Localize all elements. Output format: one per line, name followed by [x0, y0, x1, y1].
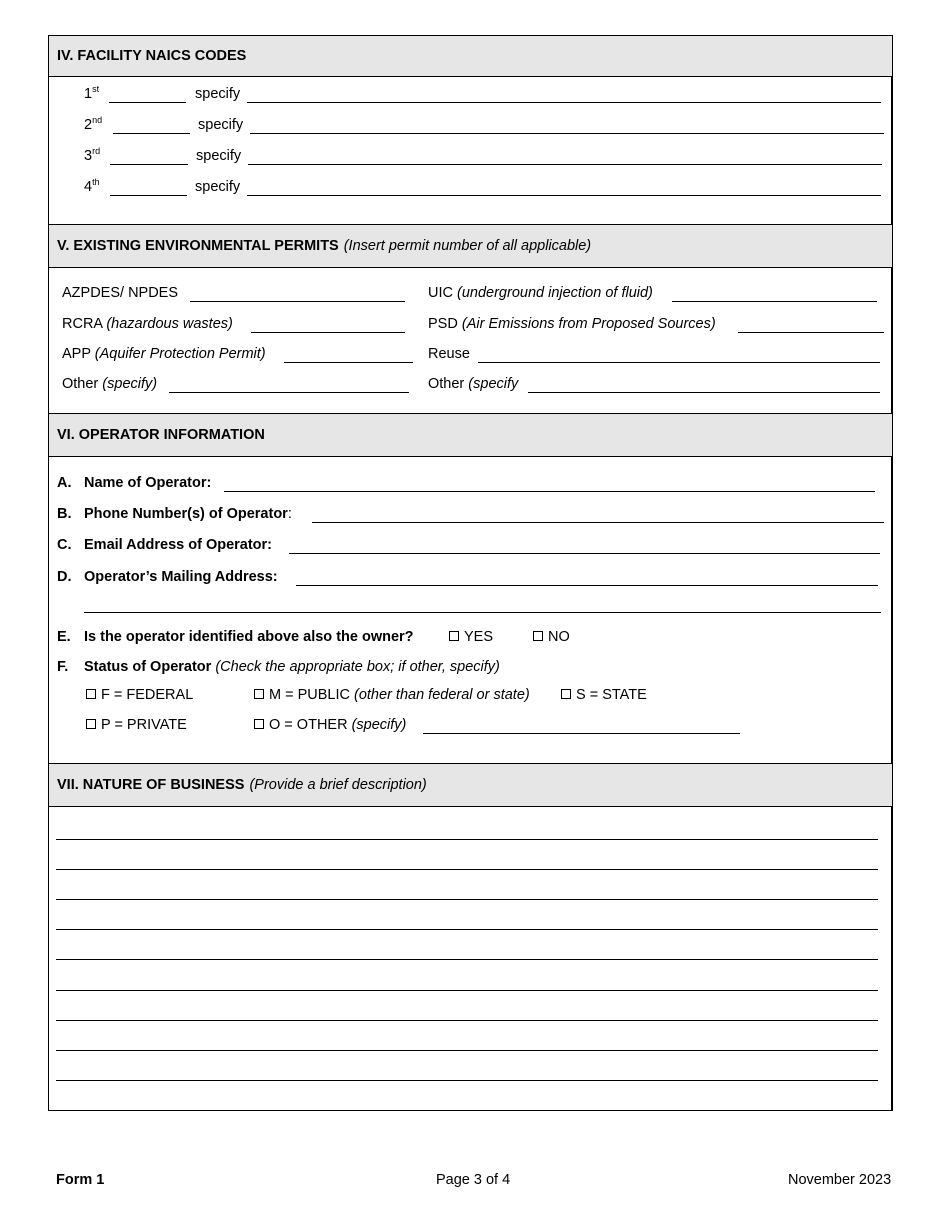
permit-uic-field[interactable] [672, 301, 877, 302]
naics-code-field-1[interactable] [109, 102, 186, 103]
business-description-line[interactable] [56, 1080, 878, 1081]
section-vi-title: VI. OPERATOR INFORMATION [57, 427, 265, 443]
checkbox-icon[interactable] [561, 689, 571, 699]
permit-uic-label: UIC (underground injection of fluid) [428, 285, 653, 301]
naics-specify-label-1: specify [195, 86, 241, 102]
section-vi-header [49, 413, 892, 457]
section-v-header [49, 224, 892, 268]
checkbox-icon[interactable] [254, 689, 264, 699]
status-other-field[interactable] [423, 733, 740, 734]
operator-a-letter: A. [57, 475, 72, 491]
permit-reuse-label: Reuse [428, 346, 470, 362]
permit-other-right-field[interactable] [528, 392, 880, 393]
business-description-line[interactable] [56, 959, 878, 960]
section-v-note: (Insert permit number of all applicable) [343, 238, 592, 254]
section-vii-title: VII. NATURE OF BUSINESS [57, 777, 245, 793]
status-state-option[interactable]: S = STATE [561, 687, 647, 704]
permit-azpdes-field[interactable] [190, 301, 405, 302]
status-other-option[interactable]: O = OTHER (specify) [254, 717, 406, 734]
permit-psd-field[interactable] [738, 332, 884, 333]
status-public-option[interactable]: M = PUBLIC (other than federal or state) [254, 687, 530, 704]
status-private-option[interactable]: P = PRIVATE [86, 717, 187, 734]
permit-other-right-label: Other (specify [428, 376, 519, 392]
business-description-line[interactable] [56, 1050, 878, 1051]
operator-e-letter: E. [57, 629, 71, 645]
operator-email-label: Email Address of Operator: [84, 537, 273, 553]
operator-name-field[interactable] [224, 491, 875, 492]
operator-address-label: Operator’s Mailing Address: [84, 569, 278, 585]
business-description-line[interactable] [56, 839, 878, 840]
owner-yes-option[interactable]: YES [449, 629, 493, 646]
naics-specify-label-4: specify [195, 179, 241, 195]
operator-c-letter: C. [57, 537, 72, 553]
naics-specify-label-2: specify [198, 117, 244, 133]
naics-specify-field-4[interactable] [247, 195, 881, 196]
permit-azpdes-label: AZPDES/ NPDES [62, 285, 179, 301]
operator-address-field-line-2[interactable] [84, 612, 881, 613]
checkbox-icon[interactable] [449, 631, 459, 641]
business-description-line[interactable] [56, 929, 878, 930]
business-description-line[interactable] [56, 990, 878, 991]
operator-owner-question: Is the operator identified above also the owner? [84, 629, 414, 645]
checkbox-icon[interactable] [533, 631, 543, 641]
section-iv-header [49, 36, 892, 77]
footer-page-number: Page 3 of 4 [436, 1172, 511, 1188]
naics-code-field-4[interactable] [110, 195, 187, 196]
permit-rcra-field[interactable] [251, 332, 405, 333]
operator-phone-field[interactable] [312, 522, 884, 523]
section-v-title: V. EXISTING ENVIRONMENTAL PERMITS [57, 238, 339, 254]
operator-name-label: Name of Operator: [84, 475, 212, 491]
section-iv-title: IV. FACILITY NAICS CODES [57, 48, 247, 64]
status-federal-option[interactable]: F = FEDERAL [86, 687, 193, 704]
operator-address-field[interactable] [296, 585, 878, 586]
naics-specify-label-3: specify [196, 148, 242, 164]
permit-psd-label: PSD (Air Emissions from Proposed Sources) [428, 316, 716, 332]
naics-ordinal-4: 4th [84, 177, 100, 195]
naics-specify-field-2[interactable] [250, 133, 884, 134]
checkbox-icon[interactable] [86, 719, 96, 729]
permit-rcra-label: RCRA (hazardous wastes) [62, 316, 233, 332]
permit-reuse-field[interactable] [478, 362, 880, 363]
permit-app-field[interactable] [284, 362, 413, 363]
business-description-line[interactable] [56, 899, 878, 900]
business-description-line[interactable] [56, 1020, 878, 1021]
operator-b-letter: B. [57, 506, 72, 522]
permit-app-label: APP (Aquifer Protection Permit) [62, 346, 266, 362]
naics-specify-field-1[interactable] [247, 102, 881, 103]
section-vii-header [49, 763, 892, 807]
operator-f-letter: F. [57, 659, 69, 675]
business-description-line[interactable] [56, 869, 878, 870]
permit-other-left-field[interactable] [169, 392, 409, 393]
naics-code-field-3[interactable] [110, 164, 188, 165]
footer-form-name: Form 1 [56, 1172, 105, 1188]
operator-email-field[interactable] [289, 553, 880, 554]
section-vii-note: (Provide a brief description) [249, 777, 427, 793]
naics-specify-field-3[interactable] [248, 164, 882, 165]
footer-date: November 2023 [788, 1172, 892, 1188]
operator-status-label: Status of Operator (Check the appropriate box; if other, specify) [84, 659, 500, 675]
naics-code-field-2[interactable] [113, 133, 190, 134]
owner-no-option[interactable]: NO [533, 629, 570, 646]
naics-ordinal-3: 3rd [84, 146, 101, 164]
permit-other-left-label: Other (specify) [62, 376, 158, 392]
operator-phone-label: Phone Number(s) of Operator: [84, 506, 292, 522]
naics-ordinal-2: 2nd [84, 115, 103, 133]
naics-ordinal-1: 1st [84, 84, 100, 102]
checkbox-icon[interactable] [254, 719, 264, 729]
checkbox-icon[interactable] [86, 689, 96, 699]
operator-d-letter: D. [57, 569, 72, 585]
